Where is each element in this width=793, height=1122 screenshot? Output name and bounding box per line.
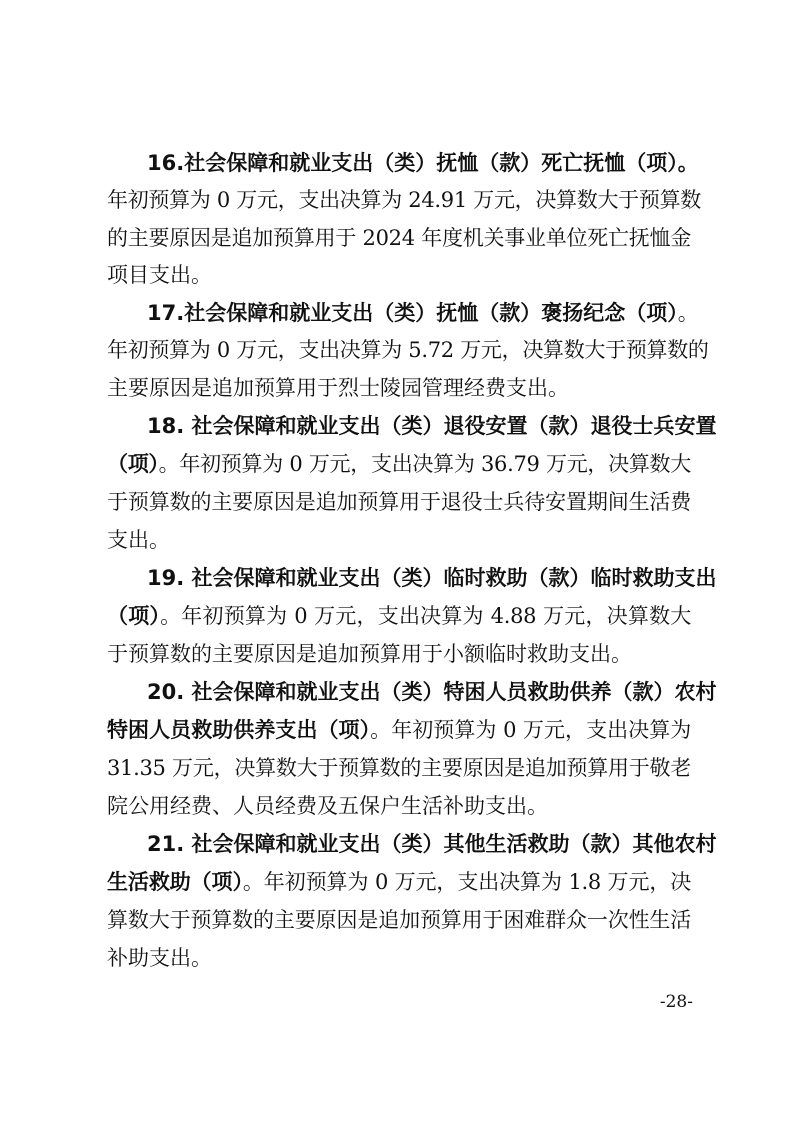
paragraph-21-heading-cont: 生活救助（项） [107, 870, 243, 894]
paragraph-21-line-2: 生活救助（项）。年初预算为 0 万元，支出决算为 1.8 万元，决 [107, 870, 691, 894]
paragraph-20-heading-cont: 特困人员救助供养支出（项） [107, 718, 371, 742]
paragraph-19-line-3: 于预算数的主要原因是追加预算用于小额临时救助支出。 [107, 642, 632, 666]
paragraph-16-line-2: 年初预算为 0 万元，支出决算为 24.91 万元，决算数大于预算数 [107, 188, 701, 212]
paragraph-17-heading: 17.社会保障和就业支出（类）抚恤（款）褒扬纪念（项） [147, 301, 678, 325]
paragraph-21-line-4: 补助支出。 [107, 946, 212, 970]
paragraph-18-line-4: 支出。 [107, 528, 170, 552]
paragraph-21-line-3: 算数大于预算数的主要原因是追加预算用于困难群众一次性生活 [107, 908, 691, 932]
paragraph-18-line-1 [147, 408, 717, 444]
paragraph-19-heading: 19. 社会保障和就业支出（类）临时救助（款）临时救助支出 [147, 566, 717, 590]
paragraph-20-line-3: 31.35 万元，决算数大于预算数的主要原因是追加预算用于敬老 [107, 756, 691, 780]
paragraph-16-heading: 16.社会保障和就业支出（类）抚恤（款）死亡抚恤（项）。 [147, 151, 699, 175]
paragraph-18-heading: 18. 社会保障和就业支出（类）退役安置（款）退役士兵安置 [147, 414, 717, 438]
paragraph-17-line-3: 主要原因是追加预算用于烈士陵园管理经费支出。 [107, 376, 569, 400]
paragraph-18-line-2: （项）。年初预算为 0 万元，支出决算为 36.79 万元，决算数大 [107, 452, 691, 476]
paragraph-21-heading: 21. 社会保障和就业支出（类）其他生活救助（款）其他农村 [147, 832, 717, 856]
paragraph-18-line-3: 于预算数的主要原因是追加预算用于退役士兵待安置期间生活费 [107, 490, 691, 514]
paragraph-16-line-1 [147, 145, 699, 181]
paragraph-17-line-2: 年初预算为 0 万元，支出决算为 5.72 万元，决算数大于预算数的 [107, 338, 709, 362]
paragraph-20-line-4: 院公用经费、人员经费及五保户生活补助支出。 [107, 794, 548, 818]
paragraph-20-line-1 [147, 674, 717, 710]
paragraph-18-heading-cont: （项） [107, 452, 159, 476]
paragraph-17-line-1: 17.社会保障和就业支出（类）抚恤（款）褒扬纪念（项）。 [147, 301, 699, 325]
page-number: -28- [659, 992, 693, 1012]
paragraph-19-heading-cont: （项） [107, 604, 161, 628]
paragraph-19-line-2: （项）。年初预算为 0 万元，支出决算为 4.88 万元，决算数大 [107, 604, 691, 628]
paragraph-16-line-3: 的主要原因是追加预算用于 2024 年度机关事业单位死亡抚恤金 [107, 226, 691, 250]
paragraph-21-line-1 [147, 826, 717, 862]
paragraph-20-line-2: 特困人员救助供养支出（项）。年初预算为 0 万元，支出决算为 [107, 718, 691, 742]
paragraph-19-line-1 [147, 560, 717, 596]
paragraph-20-heading: 20. 社会保障和就业支出（类）特困人员救助供养（款）农村 [147, 680, 717, 704]
paragraph-16-line-4: 项目支出。 [107, 263, 212, 287]
